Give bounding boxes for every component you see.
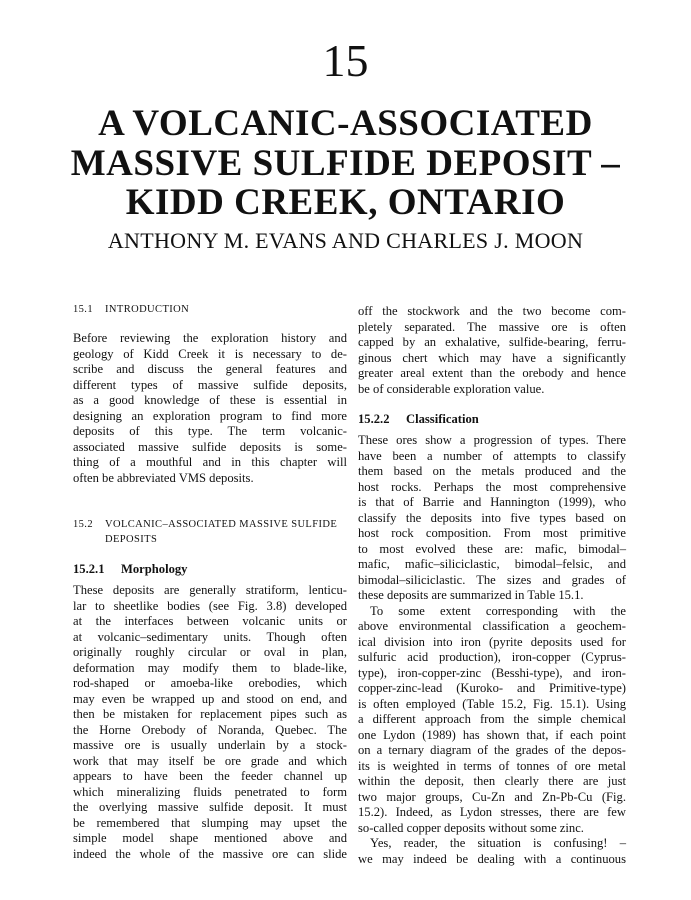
text-line: is that of Barrie and Hannington (1999), who	[358, 495, 626, 509]
chapter-number: 15	[322, 35, 369, 86]
text-line: sulfuric acid production), iron-copper (Cyprus-	[358, 650, 626, 664]
text-line: lar to sheetlike bodies (see Fig. 3.8) developed	[73, 598, 347, 613]
text-line: work that may itself be ore grade and which	[73, 753, 347, 768]
text-line: associated massive sulfide deposits is some-	[73, 439, 347, 454]
text-line: geology of Kidd Creek it is necessary to de-	[73, 346, 347, 361]
text-line: mafic, mafic–siliciclastic, bimodal–felsic, and	[358, 557, 626, 571]
section-heading-15-1	[73, 302, 347, 317]
text-line: one Lydon (1989) has shown that, if each point	[358, 727, 626, 742]
text-line: ical division into iron (pyrite deposits used for	[358, 634, 626, 649]
text-line: two major groups, Cu-Zn and Zn-Pb-Cu (Fig.	[358, 789, 626, 804]
text-line: host rock composition. From most primitive	[358, 526, 626, 540]
left-column	[73, 302, 347, 862]
text-line: simple model shape mentioned above and	[73, 831, 347, 845]
geochemical-paragraph	[358, 604, 626, 837]
classification-paragraph	[358, 433, 626, 604]
text-line: the Horne Orebody of Noranda, Quebec. The	[73, 722, 347, 737]
text-line: have been a number of attempts to classify	[358, 448, 626, 463]
text-line: bimodal–siliciclastic. The sizes and grades of	[358, 572, 626, 587]
chapter-title-line: KIDD CREEK, ONTARIO	[125, 182, 566, 223]
right-column	[358, 304, 626, 867]
text-line: Before reviewing the exploration history and	[73, 331, 347, 345]
section-number: 15.1	[73, 304, 93, 315]
text-line: rod-shaped or amoeba-like orebodies, which	[73, 676, 347, 690]
text-line: classify the deposits into five types based on	[358, 510, 626, 525]
text-line: which mineralizing fluids penetrated to form	[73, 784, 347, 799]
text-line: its is weighted in terms of tonnes of ore metal	[358, 758, 626, 773]
text-line: copper-zinc-lead (Kuroko- and Primitive-type)	[358, 681, 626, 695]
chapter-title	[0, 104, 691, 223]
text-line: them based on the metals produced and the	[358, 464, 626, 478]
subsection-title: Morphology	[121, 562, 188, 576]
chapter-title-line: MASSIVE SULFIDE DEPOSIT –	[70, 142, 621, 184]
text-line: type), iron-copper-zinc (Besshi-type), and iron-	[358, 665, 626, 680]
subsection-heading-15-2-2	[358, 411, 626, 427]
text-line: these deposits are summarized in Table 15.1.	[358, 588, 584, 602]
text-line: at volcanic–sedimentary units. Though often	[73, 629, 347, 644]
text-line: thing of a mouthful and in this chapter will	[73, 455, 347, 469]
text-line: designing an exploration program to find more	[73, 408, 347, 423]
subsection-heading-15-2-1	[73, 561, 347, 577]
text-line: to most evolved these are: mafic, bimodal–	[358, 541, 626, 556]
text-line: These deposits are generally stratiform, lenticu-	[73, 583, 347, 597]
text-line: indeed the whole of the massive ore can slide	[73, 846, 347, 861]
text-line: deposits of this type. The term volcanic-	[73, 424, 347, 438]
confusing-paragraph	[358, 836, 626, 867]
text-line: the overlying massive sulfide deposit. It must	[73, 800, 347, 814]
text-line: is often employed (Table 15.2, Fig. 15.1). Using	[358, 696, 626, 711]
text-line: 15.2). Indeed, as Lydon stresses, there are few	[358, 805, 626, 819]
text-line: capped by an exhalative, sulfide-bearing, ferru-	[358, 335, 626, 349]
morphology-paragraph	[73, 583, 347, 862]
text-line: be of considerable exploration value.	[358, 381, 545, 396]
text-line: appears to have been the feeder channel up	[73, 769, 347, 783]
section-heading-15-2	[73, 517, 347, 547]
text-line: off the stockwork and the two become com-	[358, 304, 626, 318]
text-line: then be mistaken for replacement pipes such as	[73, 707, 347, 721]
text-line: ginous chert which may have a significantly	[358, 350, 626, 365]
text-line: on a ternary diagram of the grades of the depos-	[358, 743, 626, 757]
text-line: These ores show a progression of types. There	[358, 433, 626, 447]
text-line: host rocks. Perhaps the most comprehensive	[358, 479, 626, 494]
text-line: originally roughly circular or oval in plan,	[73, 645, 347, 659]
text-line: a different approach from the simple chemical	[358, 712, 626, 726]
text-line: often be abbreviated VMS deposits.	[73, 470, 254, 485]
text-line: we may indeed be dealing with a continuous	[358, 851, 626, 866]
subsection-number: 15.2.2	[358, 412, 390, 426]
text-line: at the interfaces between volcanic units or	[73, 614, 347, 628]
text-line: scribe and discuss the general features and	[73, 362, 347, 376]
text-line: deformation may modify them to blade-like,	[73, 660, 347, 675]
section-title: INTRODUCTION	[105, 304, 190, 315]
subsection-title: Classification	[406, 412, 479, 426]
text-line: above environmental classification a geochem-	[358, 619, 626, 633]
text-line: Yes, reader, the situation is confusing! –	[370, 836, 626, 850]
text-line: be remembered that slumping may upset the	[73, 815, 347, 830]
section-title-continued: DEPOSITS	[105, 534, 158, 545]
subsection-number: 15.2.1	[73, 562, 105, 576]
intro-paragraph	[73, 331, 347, 486]
chapter-title-line: A VOLCANIC-ASSOCIATED	[98, 103, 593, 144]
continued-paragraph	[358, 304, 626, 397]
text-line: pletely separated. The massive ore is often	[358, 319, 626, 334]
text-line: different types of massive sulfide deposits,	[73, 377, 347, 392]
text-line: To some extent corresponding with the	[370, 603, 626, 618]
text-line: may even be wrapped up and stood on end, and	[73, 691, 347, 706]
text-line: massive ore is usually underlain by a stock-	[73, 738, 347, 752]
text-line: within the deposit, then clearly there are just	[358, 774, 626, 788]
text-line: as a good knowledge of these is essential in	[73, 393, 347, 407]
section-number: 15.2	[73, 519, 93, 530]
chapter-authors: ANTHONY M. EVANS AND CHARLES J. MOON	[107, 228, 584, 253]
text-line: greater areal extent than the orebody and hence	[358, 366, 626, 380]
text-line: so-called copper deposits without some zinc.	[358, 820, 584, 835]
section-title: VOLCANIC–ASSOCIATED MASSIVE SULFIDE	[105, 519, 338, 530]
